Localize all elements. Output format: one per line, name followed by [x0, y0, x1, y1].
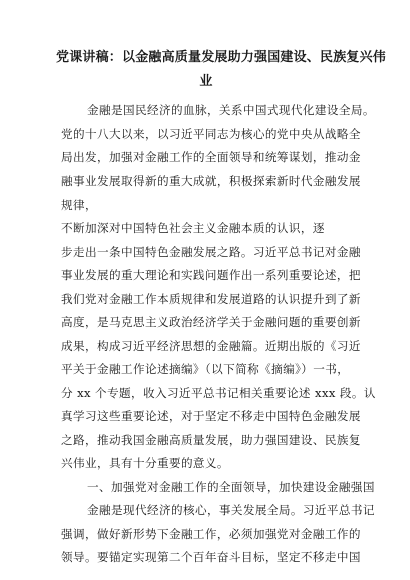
body-line: 党的十八大以来，以习近平同志为核心的党中央从战略全: [61, 127, 361, 141]
title-line: 业: [199, 74, 213, 89]
body-line: 步走出一条中国特色金融发展之路。习近平总书记对金融: [61, 245, 361, 259]
body-line: 金融是国民经济的血脉，关系中国式现代化建设全局。: [87, 103, 375, 117]
body-line: 融事业发展取得新的重大成就，积极探索新时代金融发展: [61, 174, 361, 188]
body-line: 强调，做好新形势下金融工作，必须加强党对金融工作的: [61, 527, 361, 541]
body-line: 之路，推动我国金融高质量发展，助力强国建设、民族复: [61, 433, 361, 447]
body-line: 成果，构成习近平经济思想的金融篇。近期出版的《习近: [61, 339, 361, 353]
title-line: 党课讲稿：以金融高质量发展助力强国建设、民族复兴伟: [56, 50, 387, 65]
body-line: 平关于金融工作论述摘编》（以下简称《摘编》）一书，: [61, 362, 350, 376]
body-line: 不断加深对中国特色社会主义金融本质的认识，逐: [61, 221, 325, 235]
body-line: 我们党对金融工作本质规律和发展道路的认识提升到了新: [61, 292, 361, 306]
body-line: 真学习这些重要论述，对于坚定不移走中国特色金融发展: [61, 409, 361, 423]
body-line: 领导。要锚定实现第二个百年奋斗目标，坚定不移走中国: [61, 550, 361, 564]
document-title: [56, 46, 387, 94]
body-line: 局出发，加强对金融工作的全面领导和统筹谋划，推动金: [61, 150, 361, 164]
body-line: 事业发展的重大理论和实践问题作出一系列重要论述，把: [61, 268, 361, 282]
body-line: 规律，: [61, 198, 97, 212]
body-line: 金融是现代经济的核心，事关发展全局。习近平总书记: [87, 503, 375, 517]
body-line: 分 xx 个专题，收入习近平总书记相关重要论述 xxx 段。认: [61, 386, 376, 400]
body-line: 兴伟业，具有十分重要的意义。: [61, 456, 229, 470]
body-line: 高度，是马克思主义政治经济学关于金融问题的重要创新: [61, 315, 361, 329]
section-heading: 一、加强党对金融工作的全面领导，加快建设金融强国: [87, 480, 375, 494]
